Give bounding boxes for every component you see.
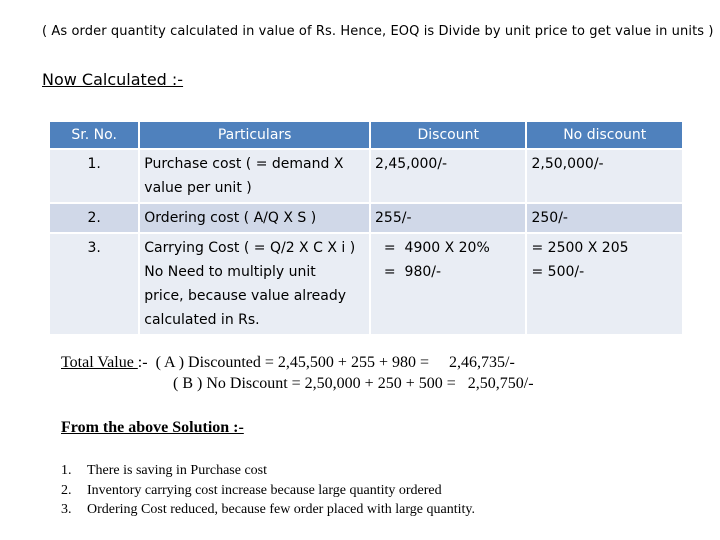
cell-discount: [371, 150, 525, 202]
cell-line: = 4900 X 20%: [375, 240, 490, 256]
cell-line: Purchase cost ( = demand X: [144, 156, 344, 172]
cell-line: 2,50,000/-: [531, 156, 604, 172]
cell-line: Ordering cost ( A/Q X S ): [144, 210, 317, 226]
cell-line: = 980/-: [375, 264, 442, 280]
total-no-discount: ( B ) No Discount = 2,50,000 + 250 + 500 = 2,50,750/-: [173, 375, 534, 392]
table-row: [50, 204, 682, 232]
cell-no-discount: [527, 234, 682, 334]
cell-discount: [371, 204, 525, 232]
list-item: [61, 481, 475, 501]
cell-line: 2,45,000/-: [375, 156, 448, 172]
cell-sr: 2.: [50, 204, 138, 232]
header-particulars: Particulars: [140, 122, 369, 148]
list-item: [61, 461, 475, 481]
note-text: ( As order quantity calculated in value of Rs. Hence, EOQ is Divide by unit price to get value in units ): [42, 24, 714, 39]
header-no-discount: No discount: [527, 122, 682, 148]
cell-no-discount: [527, 204, 682, 232]
header-sr-no: Sr. No.: [50, 122, 138, 148]
list-number: 1.: [61, 463, 72, 478]
cell-particulars: [140, 150, 369, 202]
table-header-row: [50, 122, 682, 148]
cell-discount: [371, 234, 525, 334]
cell-particulars: [140, 204, 369, 232]
list-number: 3.: [61, 502, 72, 517]
cell-line: = 500/-: [531, 264, 585, 280]
conclusion-list: [61, 461, 475, 520]
cell-sr: 1.: [50, 150, 138, 202]
list-text: Ordering Cost reduced, because few order placed with large quantity.: [87, 502, 475, 517]
total-line-a: [61, 352, 534, 373]
cell-sr: 3.: [50, 234, 138, 334]
total-separator: :-: [137, 354, 148, 371]
cell-line: = 2500 X 205: [531, 240, 629, 256]
list-text: There is saving in Purchase cost: [87, 463, 268, 478]
cell-line: value per unit ): [144, 180, 252, 196]
table-row: [50, 234, 682, 334]
conclusion-heading: From the above Solution :-: [61, 419, 244, 436]
cell-line: No Need to multiply unit: [144, 264, 316, 280]
list-number: 2.: [61, 482, 72, 498]
cell-no-discount: [527, 150, 682, 202]
cell-line: Carrying Cost ( = Q/2 X C X i ): [144, 240, 356, 256]
cell-particulars: [140, 234, 369, 334]
table-row: [50, 150, 682, 202]
cell-line: 255/-: [375, 210, 412, 226]
cell-line: 250/-: [531, 210, 568, 226]
solution-table: [48, 120, 684, 336]
list-text: Inventory carrying cost increase because large quantity ordered: [87, 482, 442, 498]
cell-line: calculated in Rs.: [144, 312, 260, 328]
total-value-block: [61, 352, 534, 394]
header-discount: Discount: [371, 122, 525, 148]
total-label: Total Value: [61, 354, 138, 371]
total-discounted: ( A ) Discounted = 2,45,500 + 255 + 980 = 2,46,735/-: [147, 354, 515, 371]
section-heading: Now Calculated :-: [42, 70, 184, 89]
list-item: [61, 500, 475, 520]
cell-line: price, because value already: [144, 288, 347, 304]
